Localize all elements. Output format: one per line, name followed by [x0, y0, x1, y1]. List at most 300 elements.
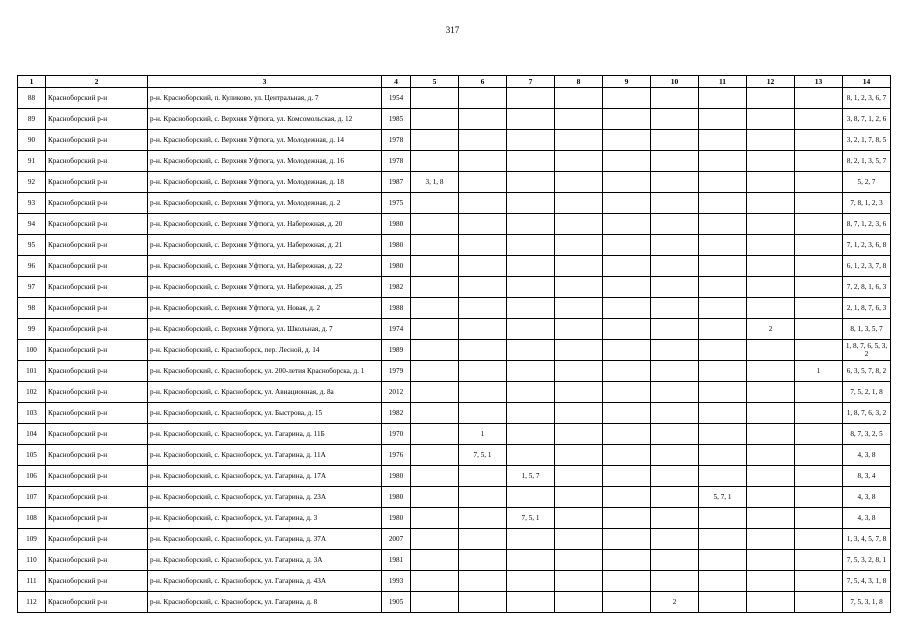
column-11-cell — [699, 130, 747, 151]
column-6-cell — [459, 109, 507, 130]
table-row — [18, 466, 891, 487]
row-number-cell: 105 — [18, 445, 46, 466]
column-14-cell: 7, 1, 2, 3, 6, 8 — [843, 235, 891, 256]
column-10-cell — [651, 571, 699, 592]
column-13-cell — [795, 466, 843, 487]
column-6-cell — [459, 298, 507, 319]
column-header-9: 9 — [603, 76, 651, 88]
address-cell: р-н. Красноборский, с. Верхняя Уфтюга, ул. Новая, д. 2 — [148, 298, 382, 319]
row-number-cell: 90 — [18, 130, 46, 151]
column-11-cell — [699, 235, 747, 256]
column-13-cell — [795, 529, 843, 550]
column-13-cell — [795, 340, 843, 361]
address-cell: р-н. Красноборский, с. Верхняя Уфтюга, ул. Молодежная, д. 18 — [148, 172, 382, 193]
row-number-cell: 97 — [18, 277, 46, 298]
column-11-cell — [699, 214, 747, 235]
column-7-cell — [507, 277, 555, 298]
column-11-cell — [699, 298, 747, 319]
address-cell: р-н. Красноборский, с. Красноборск, ул. Быстрова, д. 15 — [148, 403, 382, 424]
column-14-cell: 7, 2, 8, 1, 6, 3 — [843, 277, 891, 298]
column-12-cell — [747, 571, 795, 592]
address-cell: р-н. Красноборский, с. Красноборск, ул. Гагарина, д. 17А — [148, 466, 382, 487]
column-14-cell: 7, 5, 3, 2, 8, 1 — [843, 550, 891, 571]
column-9-cell — [603, 445, 651, 466]
column-7-cell — [507, 487, 555, 508]
year-cell: 1978 — [382, 151, 411, 172]
column-11-cell — [699, 172, 747, 193]
column-12-cell — [747, 529, 795, 550]
column-14-cell: 3, 2, 1, 7, 8, 5 — [843, 130, 891, 151]
column-11-cell — [699, 508, 747, 529]
column-8-cell — [555, 214, 603, 235]
district-cell: Красноборский р-н — [46, 277, 148, 298]
column-7-cell — [507, 403, 555, 424]
column-7-cell: 7, 5, 1 — [507, 508, 555, 529]
column-8-cell — [555, 571, 603, 592]
year-cell: 1985 — [382, 109, 411, 130]
table-body — [18, 88, 891, 613]
column-9-cell — [603, 340, 651, 361]
column-5-cell — [411, 151, 459, 172]
column-9-cell — [603, 172, 651, 193]
year-cell: 1978 — [382, 130, 411, 151]
column-13-cell — [795, 550, 843, 571]
address-cell: р-н. Красноборский, с. Верхняя Уфтюга, ул. Набережная, д. 25 — [148, 277, 382, 298]
year-cell: 1980 — [382, 214, 411, 235]
column-8-cell — [555, 277, 603, 298]
column-5-cell — [411, 109, 459, 130]
column-12-cell — [747, 193, 795, 214]
column-11-cell — [699, 403, 747, 424]
column-10-cell — [651, 88, 699, 109]
column-11-cell — [699, 424, 747, 445]
column-14-cell: 2, 1, 8, 7, 6, 3 — [843, 298, 891, 319]
column-10-cell — [651, 466, 699, 487]
district-cell: Красноборский р-н — [46, 340, 148, 361]
address-cell: р-н. Красноборский, с. Верхняя Уфтюга, ул. Набережная, д. 22 — [148, 256, 382, 277]
year-cell: 1982 — [382, 403, 411, 424]
column-12-cell — [747, 361, 795, 382]
column-14-cell: 6, 3, 5, 7, 8, 2 — [843, 361, 891, 382]
district-cell: Красноборский р-н — [46, 130, 148, 151]
column-14-cell: 8, 1, 2, 3, 6, 7 — [843, 88, 891, 109]
table-row — [18, 130, 891, 151]
row-number-cell: 93 — [18, 193, 46, 214]
column-10-cell — [651, 277, 699, 298]
table-row — [18, 592, 891, 613]
column-5-cell — [411, 319, 459, 340]
column-9-cell — [603, 361, 651, 382]
column-5-cell — [411, 592, 459, 613]
column-12-cell — [747, 592, 795, 613]
column-9-cell — [603, 487, 651, 508]
district-cell: Красноборский р-н — [46, 88, 148, 109]
year-cell: 1980 — [382, 487, 411, 508]
column-8-cell — [555, 508, 603, 529]
column-5-cell — [411, 235, 459, 256]
column-7-cell — [507, 319, 555, 340]
column-12-cell — [747, 550, 795, 571]
column-13-cell — [795, 130, 843, 151]
column-7-cell — [507, 529, 555, 550]
table-row — [18, 319, 891, 340]
column-5-cell — [411, 445, 459, 466]
column-13-cell — [795, 193, 843, 214]
column-header-6: 6 — [459, 76, 507, 88]
table-row — [18, 403, 891, 424]
column-header-13: 13 — [795, 76, 843, 88]
column-7-cell — [507, 298, 555, 319]
column-12-cell — [747, 340, 795, 361]
row-number-cell: 95 — [18, 235, 46, 256]
table-row — [18, 151, 891, 172]
row-number-cell: 110 — [18, 550, 46, 571]
column-14-cell: 7, 5, 3, 1, 8 — [843, 592, 891, 613]
column-8-cell — [555, 298, 603, 319]
column-10-cell: 2 — [651, 592, 699, 613]
column-5-cell — [411, 361, 459, 382]
row-number-cell: 104 — [18, 424, 46, 445]
column-10-cell — [651, 214, 699, 235]
column-14-cell: 6, 1, 2, 3, 7, 8 — [843, 256, 891, 277]
column-11-cell — [699, 592, 747, 613]
column-10-cell — [651, 361, 699, 382]
column-9-cell — [603, 214, 651, 235]
column-6-cell — [459, 193, 507, 214]
year-cell: 1970 — [382, 424, 411, 445]
column-5-cell — [411, 298, 459, 319]
table-row — [18, 214, 891, 235]
column-11-cell — [699, 256, 747, 277]
column-7-cell: 1, 5, 7 — [507, 466, 555, 487]
district-cell: Красноборский р-н — [46, 445, 148, 466]
column-8-cell — [555, 172, 603, 193]
address-cell: р-н. Красноборский, с. Красноборск, ул. Гагарина, д. 3А — [148, 550, 382, 571]
column-6-cell — [459, 340, 507, 361]
column-10-cell — [651, 508, 699, 529]
column-9-cell — [603, 256, 651, 277]
year-cell: 1980 — [382, 508, 411, 529]
year-cell: 1975 — [382, 193, 411, 214]
table-row — [18, 445, 891, 466]
column-7-cell — [507, 88, 555, 109]
column-14-cell: 8, 7, 1, 2, 3, 6 — [843, 214, 891, 235]
table-row — [18, 172, 891, 193]
column-10-cell — [651, 298, 699, 319]
column-14-cell: 8, 3, 4 — [843, 466, 891, 487]
table-row — [18, 109, 891, 130]
column-6-cell — [459, 235, 507, 256]
table-row — [18, 550, 891, 571]
address-cell: р-н. Красноборский, с. Верхняя Уфтюга, ул. Набережная, д. 21 — [148, 235, 382, 256]
district-cell: Красноборский р-н — [46, 361, 148, 382]
column-12-cell — [747, 424, 795, 445]
district-cell: Красноборский р-н — [46, 109, 148, 130]
district-cell: Красноборский р-н — [46, 193, 148, 214]
column-5-cell — [411, 466, 459, 487]
district-cell: Красноборский р-н — [46, 214, 148, 235]
district-cell: Красноборский р-н — [46, 508, 148, 529]
column-14-cell: 1, 3, 4, 5, 7, 8 — [843, 529, 891, 550]
column-8-cell — [555, 151, 603, 172]
column-10-cell — [651, 235, 699, 256]
column-13-cell — [795, 214, 843, 235]
column-13-cell — [795, 109, 843, 130]
column-5-cell — [411, 550, 459, 571]
column-6-cell — [459, 571, 507, 592]
column-8-cell — [555, 487, 603, 508]
column-7-cell — [507, 340, 555, 361]
column-12-cell — [747, 298, 795, 319]
column-9-cell — [603, 319, 651, 340]
column-6-cell: 7, 5, 1 — [459, 445, 507, 466]
column-12-cell — [747, 214, 795, 235]
column-5-cell — [411, 340, 459, 361]
address-cell: р-н. Красноборский, с. Красноборск, ул. Гагарина, д. 11Б — [148, 424, 382, 445]
district-cell: Красноборский р-н — [46, 466, 148, 487]
column-14-cell: 8, 1, 3, 5, 7 — [843, 319, 891, 340]
column-8-cell — [555, 445, 603, 466]
column-10-cell — [651, 487, 699, 508]
column-6-cell — [459, 550, 507, 571]
column-10-cell — [651, 172, 699, 193]
district-cell: Красноборский р-н — [46, 319, 148, 340]
address-cell: р-н. Красноборский, с. Красноборск, ул. Гагарина, д. 11А — [148, 445, 382, 466]
column-8-cell — [555, 235, 603, 256]
column-11-cell — [699, 529, 747, 550]
table-row — [18, 256, 891, 277]
year-cell: 2012 — [382, 382, 411, 403]
address-cell: р-н. Красноборский, с. Верхняя Уфтюга, ул. Молодежная, д. 14 — [148, 130, 382, 151]
row-number-cell: 92 — [18, 172, 46, 193]
district-cell: Красноборский р-н — [46, 571, 148, 592]
column-10-cell — [651, 256, 699, 277]
row-number-cell: 96 — [18, 256, 46, 277]
column-header-14: 14 — [843, 76, 891, 88]
column-12-cell — [747, 172, 795, 193]
column-14-cell: 4, 3, 8 — [843, 445, 891, 466]
column-6-cell — [459, 592, 507, 613]
column-5-cell — [411, 487, 459, 508]
year-cell: 1974 — [382, 319, 411, 340]
row-number-cell: 98 — [18, 298, 46, 319]
address-cell: р-н. Красноборский, с. Красноборск, ул. Гагарина, д. 8 — [148, 592, 382, 613]
column-7-cell — [507, 235, 555, 256]
column-header-7: 7 — [507, 76, 555, 88]
year-cell: 1987 — [382, 172, 411, 193]
row-number-cell: 107 — [18, 487, 46, 508]
column-7-cell — [507, 193, 555, 214]
column-13-cell — [795, 592, 843, 613]
column-12-cell — [747, 130, 795, 151]
table-row — [18, 424, 891, 445]
column-8-cell — [555, 109, 603, 130]
address-cell: р-н. Красноборский, п. Куликово, ул. Центральная, д. 7 — [148, 88, 382, 109]
column-9-cell — [603, 550, 651, 571]
column-7-cell — [507, 214, 555, 235]
column-13-cell — [795, 88, 843, 109]
column-11-cell — [699, 466, 747, 487]
column-13-cell — [795, 319, 843, 340]
column-14-cell: 8, 2, 1, 3, 5, 7 — [843, 151, 891, 172]
column-6-cell — [459, 382, 507, 403]
column-14-cell: 5, 2, 7 — [843, 172, 891, 193]
column-5-cell — [411, 424, 459, 445]
column-6-cell — [459, 277, 507, 298]
column-8-cell — [555, 319, 603, 340]
column-13-cell — [795, 256, 843, 277]
column-7-cell — [507, 592, 555, 613]
column-11-cell — [699, 340, 747, 361]
column-8-cell — [555, 529, 603, 550]
column-13-cell — [795, 298, 843, 319]
column-13-cell — [795, 235, 843, 256]
row-number-cell: 94 — [18, 214, 46, 235]
column-5-cell — [411, 382, 459, 403]
column-6-cell — [459, 466, 507, 487]
year-cell: 1979 — [382, 361, 411, 382]
column-6-cell — [459, 214, 507, 235]
district-cell: Красноборский р-н — [46, 172, 148, 193]
column-14-cell: 7, 8, 1, 2, 3 — [843, 193, 891, 214]
column-9-cell — [603, 235, 651, 256]
district-cell: Красноборский р-н — [46, 403, 148, 424]
column-12-cell — [747, 445, 795, 466]
district-cell: Красноборский р-н — [46, 424, 148, 445]
address-cell: р-н. Красноборский, с. Красноборск, ул. Авиационная, д. 8а — [148, 382, 382, 403]
table-row — [18, 340, 891, 361]
table-row — [18, 487, 891, 508]
year-cell: 1982 — [382, 277, 411, 298]
year-cell: 1976 — [382, 445, 411, 466]
address-cell: р-н. Красноборский, с. Верхняя Уфтюга, ул. Молодежная, д. 16 — [148, 151, 382, 172]
column-13-cell — [795, 172, 843, 193]
column-8-cell — [555, 130, 603, 151]
column-11-cell — [699, 88, 747, 109]
column-7-cell — [507, 424, 555, 445]
column-13-cell — [795, 277, 843, 298]
row-number-cell: 88 — [18, 88, 46, 109]
column-5-cell — [411, 130, 459, 151]
district-cell: Красноборский р-н — [46, 487, 148, 508]
column-11-cell — [699, 445, 747, 466]
year-cell: 1989 — [382, 340, 411, 361]
column-8-cell — [555, 88, 603, 109]
column-9-cell — [603, 151, 651, 172]
year-cell: 1980 — [382, 466, 411, 487]
year-cell: 2007 — [382, 529, 411, 550]
column-11-cell — [699, 361, 747, 382]
column-5-cell — [411, 508, 459, 529]
column-6-cell — [459, 88, 507, 109]
district-cell: Красноборский р-н — [46, 550, 148, 571]
column-13-cell — [795, 571, 843, 592]
column-5-cell — [411, 256, 459, 277]
year-cell: 1980 — [382, 256, 411, 277]
column-7-cell — [507, 382, 555, 403]
row-number-cell: 101 — [18, 361, 46, 382]
table-row — [18, 193, 891, 214]
district-cell: Красноборский р-н — [46, 151, 148, 172]
column-9-cell — [603, 277, 651, 298]
column-5-cell — [411, 88, 459, 109]
column-8-cell — [555, 424, 603, 445]
column-9-cell — [603, 298, 651, 319]
column-7-cell — [507, 256, 555, 277]
column-9-cell — [603, 424, 651, 445]
column-7-cell — [507, 445, 555, 466]
column-12-cell — [747, 235, 795, 256]
district-cell: Красноборский р-н — [46, 235, 148, 256]
column-8-cell — [555, 361, 603, 382]
column-5-cell — [411, 529, 459, 550]
row-number-cell: 100 — [18, 340, 46, 361]
column-8-cell — [555, 466, 603, 487]
column-12-cell — [747, 88, 795, 109]
column-5-cell: 3, 1, 8 — [411, 172, 459, 193]
address-cell: р-н. Красноборский, с. Красноборск, ул. Гагарина, д. 23А — [148, 487, 382, 508]
column-12-cell — [747, 277, 795, 298]
column-7-cell — [507, 151, 555, 172]
table-row — [18, 88, 891, 109]
column-11-cell — [699, 277, 747, 298]
column-13-cell — [795, 403, 843, 424]
column-14-cell: 7, 5, 4, 3, 1, 8 — [843, 571, 891, 592]
column-header-12: 12 — [747, 76, 795, 88]
column-8-cell — [555, 550, 603, 571]
column-10-cell — [651, 403, 699, 424]
column-5-cell — [411, 571, 459, 592]
column-header-3: 3 — [148, 76, 382, 88]
address-cell: р-н. Красноборский, с. Красноборск, ул. Гагарина, д. 3 — [148, 508, 382, 529]
column-14-cell: 7, 5, 2, 1, 8 — [843, 382, 891, 403]
row-number-cell: 89 — [18, 109, 46, 130]
column-7-cell — [507, 109, 555, 130]
column-10-cell — [651, 529, 699, 550]
column-9-cell — [603, 466, 651, 487]
column-header-4: 4 — [382, 76, 411, 88]
column-9-cell — [603, 508, 651, 529]
column-10-cell — [651, 151, 699, 172]
column-6-cell — [459, 508, 507, 529]
column-6-cell — [459, 151, 507, 172]
column-7-cell — [507, 550, 555, 571]
year-cell: 1988 — [382, 298, 411, 319]
year-cell: 1981 — [382, 550, 411, 571]
column-5-cell — [411, 193, 459, 214]
column-10-cell — [651, 445, 699, 466]
column-12-cell — [747, 466, 795, 487]
column-header-11: 11 — [699, 76, 747, 88]
column-7-cell — [507, 361, 555, 382]
column-10-cell — [651, 193, 699, 214]
column-6-cell — [459, 403, 507, 424]
address-cell: р-н. Красноборский, с. Красноборск, ул. Гагарина, д. 37А — [148, 529, 382, 550]
table-row — [18, 571, 891, 592]
column-10-cell — [651, 382, 699, 403]
row-number-cell: 91 — [18, 151, 46, 172]
column-header-8: 8 — [555, 76, 603, 88]
row-number-cell: 109 — [18, 529, 46, 550]
column-12-cell — [747, 403, 795, 424]
column-11-cell — [699, 109, 747, 130]
column-9-cell — [603, 382, 651, 403]
column-12-cell — [747, 256, 795, 277]
column-9-cell — [603, 592, 651, 613]
column-13-cell — [795, 151, 843, 172]
column-9-cell — [603, 529, 651, 550]
column-12-cell — [747, 487, 795, 508]
